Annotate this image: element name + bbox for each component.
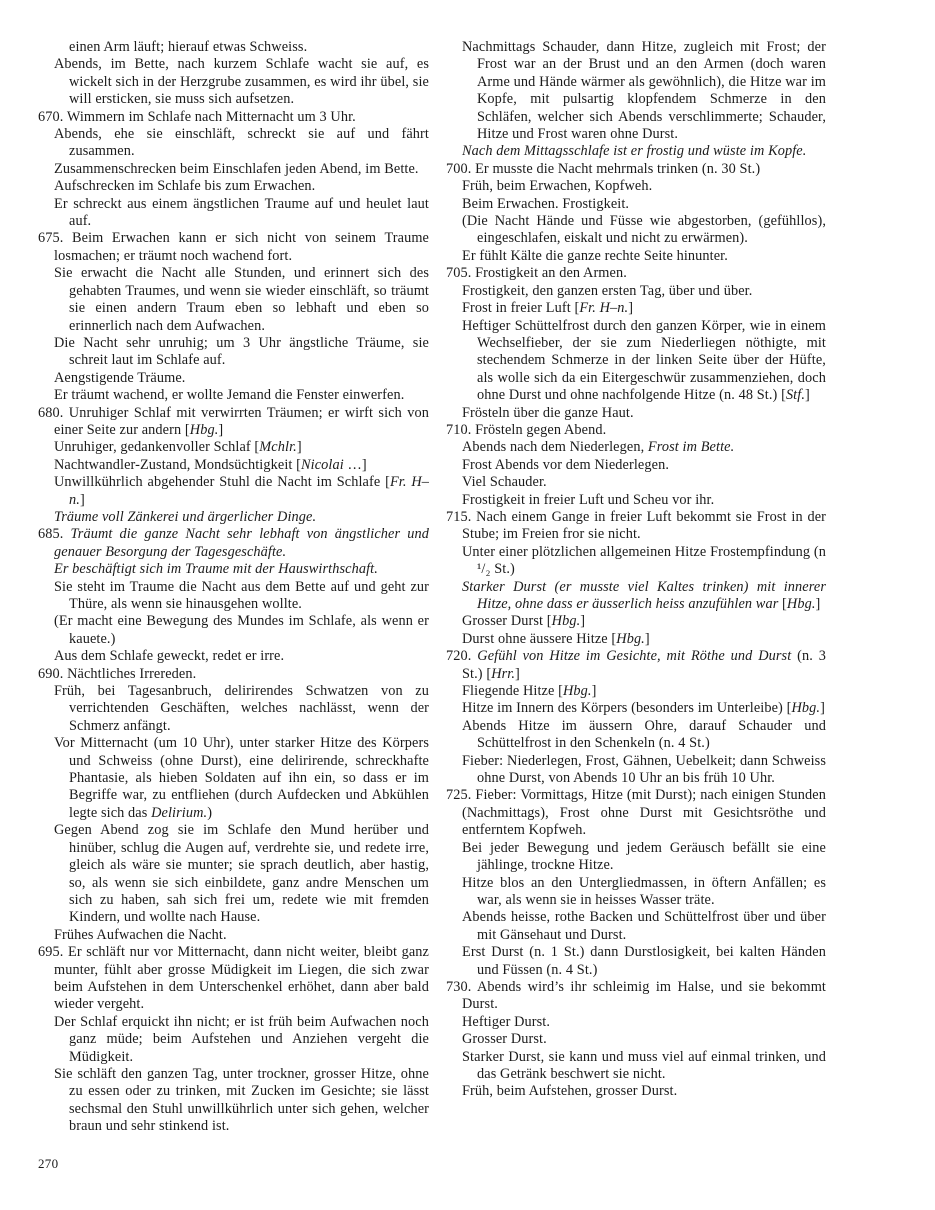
text-run: Erst Durst (n. 1 St.) dann Durstlosigkeit, bei kalten Händen und Füssen (n. 4 St.) (462, 944, 826, 978)
italic-text-run: Hbg. (791, 700, 821, 717)
symptom-paragraph (446, 439, 826, 456)
text-run: Fieber: Niederlegen, Frost, Gähnen, Uebelkeit; dann Schweiss ohne Durst, von Abends 10 Uhr an bis früh 10 Uhr. (462, 752, 826, 787)
text-run: ] (218, 421, 224, 438)
italic-text-run: Nicolai (301, 456, 344, 473)
text-run: Unter einer plötzlichen allgemeinen Hitze Frostempfindung (n ¹/₂ St.) (462, 543, 826, 578)
symptom-paragraph (38, 579, 429, 614)
italic-text-run: Hbg. (562, 683, 592, 700)
symptom-paragraph (38, 735, 429, 822)
text-run: (Die Nacht Hände und Füsse wie abgestorben, (gefühllos), eingeschlafen, eiskalt und nicht zu erwärmen). (462, 213, 826, 247)
numbered-symptom-paragraph (38, 230, 429, 265)
text-run: Grosser Durst. (462, 1031, 547, 1048)
symptom-paragraph (38, 126, 429, 161)
symptom-paragraph (446, 474, 826, 491)
text-run: 690. Nächtliches Irrereden. (38, 665, 197, 682)
text-run: Sie erwacht die Nacht alle Stunden, und erinnert sich des gehabten Traumes, und wenn sie wieder einschläft, so träumt sie einen andern Traum eben so lebhaft und eben so erinnerlich nach dem Aufwachen. (54, 265, 429, 334)
text-run: ] (820, 700, 825, 717)
italic-text-run: Gefühl von Hitze im Gesichte, mit Röthe und Durst (477, 648, 792, 665)
text-run: Beim Erwachen. Frostigkeit. (462, 195, 630, 212)
symptom-paragraph (446, 631, 826, 648)
symptom-paragraph (38, 561, 429, 578)
text-run: Frostigkeit in freier Luft und Scheu vor ihr. (462, 491, 715, 508)
text-run: ] (580, 613, 586, 630)
text-run: 725. Fieber: Vormittags, Hitze (mit Durst); nach einigen Stunden (Nachmittags), Frost ohne Durst mit Gesichtsröthe und entferntem Kopfweh. (446, 787, 826, 839)
text-run: Heftiger Durst. (462, 1013, 551, 1030)
text-run: Unruhiger, gedankenvoller Schlaf [ (54, 439, 260, 456)
symptom-paragraph (38, 56, 429, 108)
text-run: 680. Unruhiger Schlaf mit verwirrten Träumen; er wirft sich von einer Seite zur andern [ (38, 404, 429, 438)
symptom-paragraph (446, 944, 826, 979)
symptom-paragraph (446, 318, 826, 405)
text-run: Starker Durst, sie kann und muss viel auf einmal trinken, und das Getränk beschwert sie nicht. (462, 1048, 826, 1082)
text-run: [ (778, 596, 787, 612)
text-run: 710. Frösteln gegen Abend. (446, 421, 607, 438)
text-run: Frost Abends vor dem Niederlegen. (462, 456, 669, 473)
text-run: ] (296, 439, 302, 456)
symptom-paragraph (38, 509, 429, 526)
symptom-paragraph (446, 492, 826, 509)
text-run: Hitze blos an den Untergliedmassen, in öftern Anfällen; es war, als wenn sie in heisses Wasser träte. (462, 874, 826, 908)
symptom-paragraph (446, 213, 826, 248)
text-run: (n. 3 St.) [ (462, 648, 826, 682)
text-run: Sie schläft den ganzen Tag, unter trockner, grosser Hitze, ohne zu essen oder zu trinken, mit Zucken im Gesichte; sie lässt sechsmal den Stuhl unwillkührlich unter sich gehen, welcher braun und sehr stinkend ist. (54, 1065, 429, 1135)
text-run: Zusammenschrecken beim Einschlafen jeden Abend, im Bette. (54, 160, 419, 177)
text-run: …] (343, 456, 367, 473)
symptom-paragraph (38, 196, 429, 231)
text-run: 675. Beim Erwachen kann er sich nicht von seinem Traume losmachen; er träumt noch wachend fort. (38, 230, 429, 264)
italic-text-run: Mchlr. (259, 439, 297, 456)
text-run: Abends Hitze im äussern Ohre, darauf Schauder und Schüttelfrost in den Schenkeln (n. 4 St.) (462, 717, 826, 752)
numbered-symptom-paragraph (38, 666, 429, 683)
page-number: 270 (38, 1156, 59, 1171)
text-run: Aus dem Schlafe geweckt, redet er irre. (54, 648, 285, 665)
symptom-paragraph (446, 283, 826, 300)
symptom-paragraph (446, 683, 826, 700)
symptom-paragraph (38, 265, 429, 335)
symptom-paragraph (38, 822, 429, 926)
numbered-symptom-paragraph (38, 944, 429, 1014)
text-run: Nachmittags Schauder, dann Hitze, zugleich mit Frost; der Frost war an der Brust und an den Armen (doch waren Arme und Hände wärmer als gewöhnlich), die Hitze war im Kopfe, mit pulsartig klopfendem Schmerze in den Schläfen, welcher sich Abends verschlimmerte; Schauder, Hitze und Frost waren ohne Durst. (462, 39, 826, 143)
italic-text-run: Fr. H–n. (579, 300, 629, 317)
symptom-paragraph (38, 648, 429, 665)
symptom-paragraph (38, 439, 429, 456)
text-run: Früh, beim Aufstehen, grosser Durst. (462, 1083, 678, 1100)
symptom-paragraph (446, 1083, 826, 1100)
text-run: Sie steht im Traume die Nacht aus dem Bette auf und geht zur Thüre, als wenn sie hinausgehen wollte. (54, 578, 429, 612)
symptom-paragraph (446, 143, 826, 160)
text-run: Früh, beim Erwachen, Kopfweh. (462, 178, 653, 195)
italic-text-run: Er beschäftigt sich im Traume mit der Hauswirthschaft. (54, 561, 378, 578)
symptom-paragraph (38, 1066, 429, 1136)
text-run: ] (79, 491, 85, 508)
numbered-symptom-paragraph (38, 109, 429, 126)
symptom-paragraph (446, 840, 826, 875)
text-run: ] (591, 683, 597, 700)
text-run: Abends, ehe sie einschläft, schreckt sie auf und fährt zusammen. (54, 126, 429, 160)
text-run: 670. Wimmern im Schlafe nach Mitternacht um 3 Uhr. (38, 108, 356, 125)
italic-text-run: Hbg. (786, 596, 816, 612)
symptom-paragraph (38, 927, 429, 944)
symptom-paragraph (38, 613, 429, 648)
symptom-paragraph (38, 457, 429, 474)
symptom-paragraph (446, 718, 826, 753)
text-run: Frösteln über die ganze Haut. (462, 404, 634, 421)
text-run: Durst ohne äussere Hitze [ (462, 630, 617, 647)
text-run: einen Arm läuft; hierauf etwas Schweiss. (69, 39, 308, 55)
symptom-paragraph (446, 39, 826, 143)
symptom-paragraph (38, 474, 429, 509)
italic-text-run: Frost im Bette. (647, 439, 735, 456)
italic-text-run: Hrr. (491, 665, 516, 682)
text-run: ) (207, 804, 213, 821)
italic-text-run: Träume voll Zänkerei und ärgerlicher Dinge. (54, 508, 317, 525)
text-run: Heftiger Schüttelfrost durch den ganzen Körper, wie in einem Wechselfieber, der sie zum Niederliegen nöthigte, mit stechendem Schmerze in der linken Seite über der Hüfte, als wolle sich da ein Eitergeschwür zusammenziehen, doch ohne Durst und ohne nachfolgende Hitze (n. 48 St.) [ (462, 317, 826, 404)
numbered-symptom-paragraph (446, 265, 826, 282)
text-run: Frost in freier Luft [ (462, 300, 580, 317)
numbered-symptom-paragraph (38, 405, 429, 440)
numbered-symptom-paragraph (38, 526, 429, 561)
text-run: Aufschrecken im Schlafe bis zum Erwachen. (54, 178, 316, 195)
text-run: Bei jeder Bewegung und jedem Geräusch befällt sie eine jählinge, trockne Hitze. (462, 839, 826, 874)
italic-text-run: Träumt die ganze Nacht sehr lebhaft von ängstlicher und genauer Besorgung der Tagesgeschäfte. (54, 526, 429, 560)
text-run: 685. (38, 526, 71, 543)
text-run: Fliegende Hitze [ (462, 683, 563, 700)
text-run: 730. Abends wird’s ihr schleimig im Halse, und sie bekommt Durst. (446, 978, 826, 1013)
italic-text-run: Delirium. (151, 804, 208, 821)
text-run: 720. (446, 648, 478, 665)
text-run: Die Nacht sehr unruhig; um 3 Uhr ängstliche Träume, sie schreit laut im Schlafe auf. (54, 334, 429, 369)
symptom-paragraph (446, 178, 826, 195)
symptom-paragraph (38, 161, 429, 178)
text-run: Aengstigende Träume. (54, 369, 186, 386)
text-run: ] (644, 630, 650, 647)
symptom-paragraph (38, 178, 429, 195)
text-run: Gegen Abend zog sie im Schlafe den Mund herüber und hinüber, schlug die Augen auf, verdrehte sie, und redete irre, gleich als wäre sie munter; sie sprach deutlich, aber hastig, so, als wenn sie sich einbildete, ganz andre Menschen um sich zu haben, sah sich frei um, redete wie mit fremden Kindern, und wollte nach Hause. (54, 822, 429, 926)
symptom-paragraph (446, 196, 826, 213)
symptom-paragraph (446, 909, 826, 944)
symptom-paragraph (38, 683, 429, 735)
column-right (446, 39, 826, 1101)
text-run: Hitze im Innern des Körpers (besonders im Unterleibe) [ (462, 700, 792, 717)
text-run: Grosser Durst [ (462, 613, 552, 630)
symptom-paragraph (446, 248, 826, 265)
text-run: Frostigkeit, den ganzen ersten Tag, über und über. (462, 282, 753, 299)
italic-text-run: Fr. H–n. (69, 474, 429, 508)
numbered-symptom-paragraph (446, 648, 826, 683)
symptom-paragraph (446, 1014, 826, 1031)
italic-text-run: Starker Durst (er musste viel Kaltes trinken) mit innerer Hitze, ohne dass er äusserlich heiss anzufühlen war (462, 578, 826, 612)
text-run: Abends heisse, rothe Backen und Schüttelfrost über und über mit Gänsehaut und Durst. (462, 909, 826, 943)
text-run: 700. Er musste die Nacht mehrmals trinken (n. 30 St.) (446, 160, 761, 177)
symptom-paragraph (446, 544, 826, 579)
text-run: Er fühlt Kälte die ganze rechte Seite hinunter. (462, 247, 728, 264)
text-run: ] (815, 596, 821, 612)
symptom-paragraph (446, 300, 826, 317)
numbered-symptom-paragraph (446, 422, 826, 439)
symptom-paragraph (446, 875, 826, 910)
italic-text-run: Hbg. (616, 630, 645, 647)
numbered-symptom-paragraph (446, 979, 826, 1014)
text-run: Früh, bei Tagesanbruch, delirirendes Schwatzen von zu verrichtenden Geschäften, welches nachlässt, wenn der Schmerz anfängt. (54, 683, 429, 734)
numbered-symptom-paragraph (446, 161, 826, 178)
symptom-paragraph (446, 613, 826, 630)
symptom-paragraph (446, 405, 826, 422)
continued-paragraph (38, 39, 429, 56)
symptom-paragraph (446, 700, 826, 717)
italic-text-run: Hbg. (189, 421, 219, 438)
symptom-paragraph (38, 1014, 429, 1066)
text-run: ] (515, 665, 520, 682)
text-run: Nachtwandler-Zustand, Mondsüchtigkeit [ (54, 456, 301, 473)
numbered-symptom-paragraph (446, 509, 826, 544)
column-left (38, 39, 429, 1136)
text-run: 705. Frostigkeit an den Armen. (446, 265, 627, 282)
text-run: Er schreckt aus einem ängstlichen Traume auf und heulet laut auf. (54, 195, 429, 230)
symptom-paragraph (446, 1049, 826, 1084)
symptom-paragraph (38, 370, 429, 387)
symptom-paragraph (38, 335, 429, 370)
text-run: ] (628, 300, 634, 317)
italic-text-run: Stf. (785, 387, 806, 404)
text-run: 715. Nach einem Gange in freier Luft bekommt sie Frost in der Stube; im Freien fror sie nicht. (446, 508, 826, 543)
text-run: Unwillkührlich abgehender Stuhl die Nacht im Schlafe [ (54, 474, 390, 491)
symptom-paragraph (446, 457, 826, 474)
italic-text-run: Nach dem Mittagsschlafe ist er frostig und wüste im Kopfe. (462, 143, 807, 160)
text-run: 695. Er schläft nur vor Mitternacht, dann nicht weiter, bleibt ganz munter, fühlt aber grosse Müdigkeit im Liegen, die sich zwar beim Aufstehen in dem Unterschenkel erhöhet, dann aber bald wieder vergeht. (38, 944, 429, 1013)
text-run: Frühes Aufwachen die Nacht. (54, 926, 227, 943)
symptom-paragraph (446, 753, 826, 788)
text-run: ] (805, 387, 810, 404)
text-run: Der Schlaf erquickt ihn nicht; er ist früh beim Aufwachen noch ganz müde; beim Aufstehen und Anziehen vergeht die Müdigkeit. (54, 1013, 429, 1065)
text-run: Vor Mitternacht (um 10 Uhr), unter starker Hitze des Körpers und Schweiss (ohne Durst), eine delirirende, schreckhafte Phantasie, als hieben Soldaten auf ihn ein, so dass er im Begriffe war, zu entfliehen (durch Aufdecken und Abkühlen legte sich das (54, 735, 429, 821)
text-run: Viel Schauder. (462, 474, 547, 491)
numbered-symptom-paragraph (446, 787, 826, 839)
italic-text-run: Hbg. (551, 613, 581, 630)
symptom-paragraph (446, 1031, 826, 1048)
text-run: (Er macht eine Bewegung des Mundes im Schlafe, als wenn er kauete.) (54, 613, 429, 647)
text-run: Abends nach dem Niederlegen, (462, 439, 648, 456)
symptom-paragraph (446, 579, 826, 614)
text-run: Abends, im Bette, nach kurzem Schlafe wacht sie auf, es wickelt sich in der Herzgrube zusammen, es wird ihr übel, sie will ersticken, sie muss sich aufsetzen. (54, 56, 429, 108)
text-run: Er träumt wachend, er wollte Jemand die Fenster einwerfen. (54, 387, 405, 404)
symptom-paragraph (38, 387, 429, 404)
